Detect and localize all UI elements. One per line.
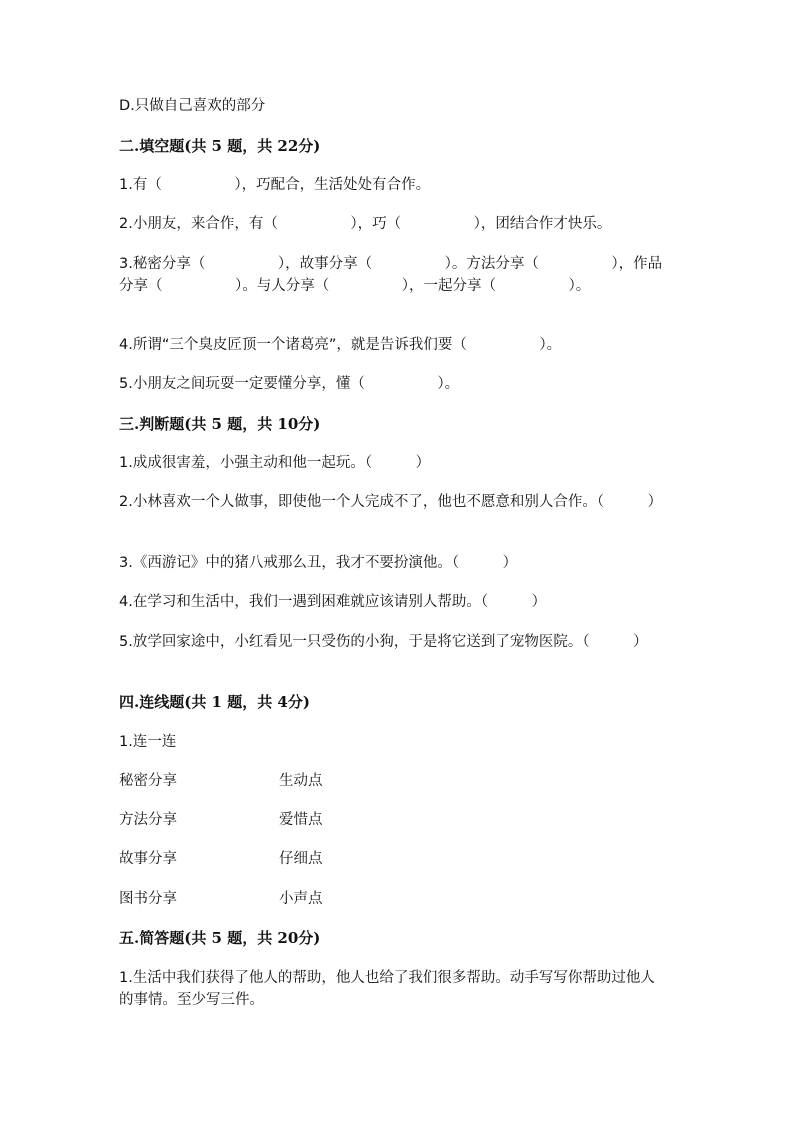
short-answer-question-1: 1.生活中我们获得了他人的帮助，他人也给了我们很多帮助。动手写写你帮助过他人的事情。至少写三件。 <box>119 970 655 1008</box>
section-heading-fill-blank: 二.填空题(共 5 题，共 22分) <box>119 137 321 155</box>
tf-question-2: 2.小林喜欢一个人做事，即使他一个人完成不了，他也不愿意和别人合作。（ ） <box>119 494 663 510</box>
match-left-item: 秘密分享 <box>119 773 177 789</box>
fill-question-5: 5.小朋友之间玩耍一定要懂分享，懂（ ）。 <box>119 376 460 392</box>
match-question-1: 1.连一连 <box>119 734 177 750</box>
match-right-item: 生动点 <box>279 773 323 789</box>
match-right-item: 小声点 <box>279 891 323 907</box>
section-heading-short-answer: 五.简答题(共 5 题，共 20分) <box>119 929 321 947</box>
match-left-item: 故事分享 <box>119 851 177 867</box>
section-heading-matching: 四.连线题(共 1 题，共 4分) <box>119 693 310 711</box>
tf-question-3: 3.《西游记》中的猪八戒那么丑，我才不要扮演他。（ ） <box>119 555 518 571</box>
fill-question-1: 1.有（ ），巧配合，生活处处有合作。 <box>119 177 431 193</box>
tf-question-1: 1.成成很害羞，小强主动和他一起玩。（ ） <box>119 455 431 471</box>
fill-question-3: 3.秘密分享（ ），故事分享（ ）。方法分享（ ），作品分享（ ）。与人分享（ ），一起分享（ ）。 <box>119 256 663 294</box>
match-left-item: 方法分享 <box>119 812 177 828</box>
fill-question-4: 4.所谓“三个臭皮匠顶一个诸葛亮”，就是告诉我们要（ ）。 <box>119 337 562 353</box>
option-d: D.只做自己喜欢的部分 <box>119 98 266 114</box>
fill-question-2: 2.小朋友，来合作，有（ ），巧（ ），团结合作才快乐。 <box>119 216 612 232</box>
match-left-item: 图书分享 <box>119 891 177 907</box>
match-right-item: 仔细点 <box>279 851 323 867</box>
match-right-item: 爱惜点 <box>279 812 323 828</box>
section-heading-true-false: 三.判断题(共 5 题，共 10分) <box>119 415 321 433</box>
tf-question-4: 4.在学习和生活中，我们一遇到困难就应该请别人帮助。（ ） <box>119 594 547 610</box>
tf-question-5: 5.放学回家途中，小红看见一只受伤的小狗，于是将它送到了宠物医院。（ ） <box>119 634 648 650</box>
